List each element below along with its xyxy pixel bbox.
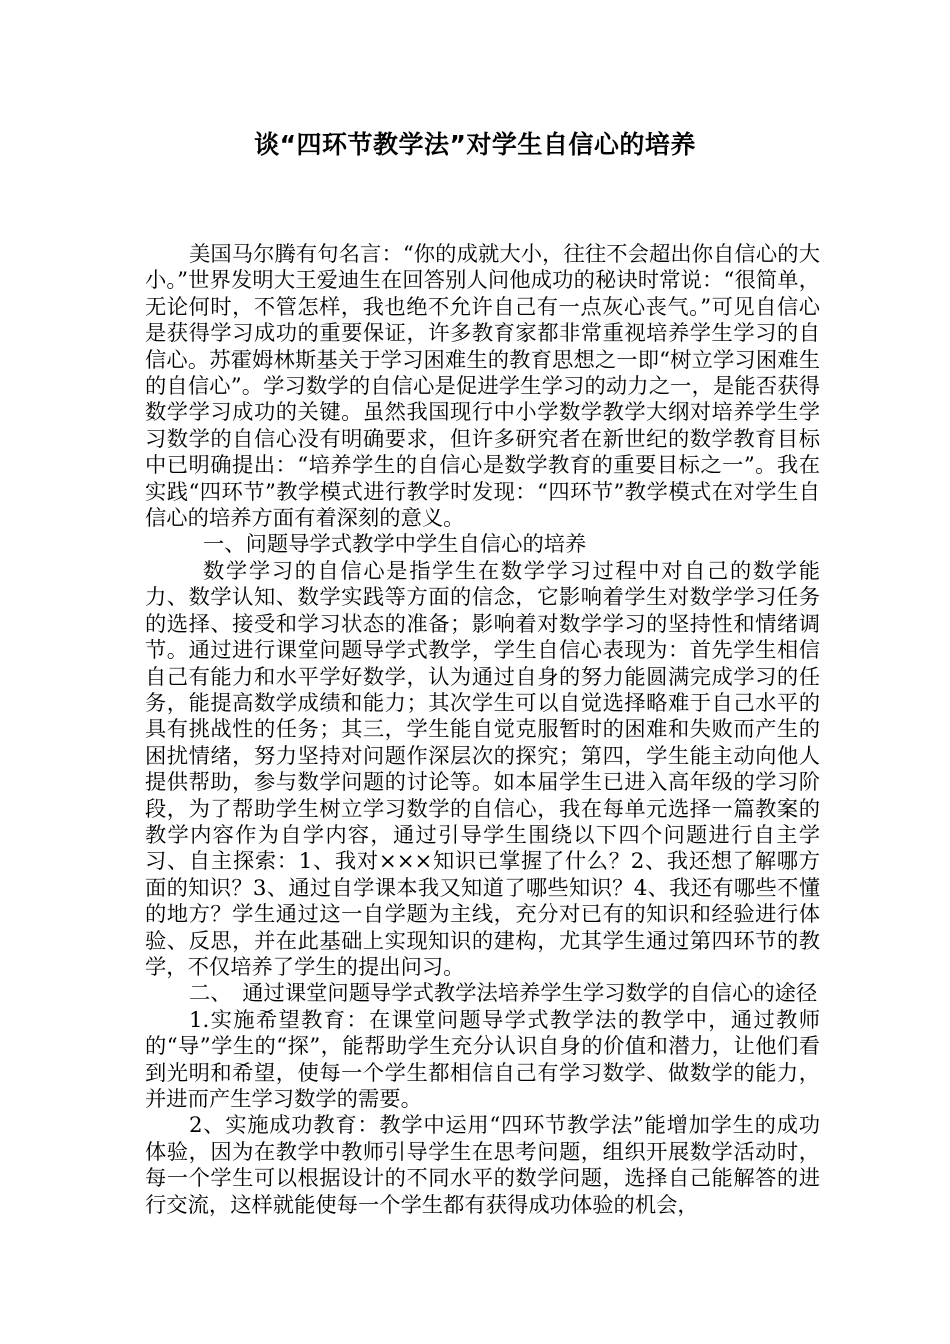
paragraph-section-1: 数学学习的自信心是指学生在数学学习过程中对自己的数学能力、数学认知、数学实践等方面的信念，它影响着学生对数学学习任务的选择、接受和学习状态的准备；影响着对数学学习的坚持性和情绪调节。通过进行课堂问题导学式教学，学生自信心表现为：首先学生相信自己有能力和水平学好数学，认为通过自身的努力能圆满完成学习的任务，能提高数学成绩和能力；其次学生可以自觉选择略难于自己水平的具有挑战性的任务；其三，学生能自觉克服暂时的困难和失败而产生的困扰情绪，努力坚持对问题作深层次的探究；第四，学生能主动向他人提供帮助，参与数学问题的讨论等。如本届学生已进入高年级的学习阶段，为了帮助学生树立学习数学的自信心，我在每单元选择一篇教案的教学内容作为自学内容，通过引导学生围绕以下四个问题进行自主学习、自主探索：1、我对×××知识已掌握了什么？2、我还想了解哪方面的知识？3、通过自学课本我又知道了哪些知识？4、我还有哪些不懂的地方？学生通过这一自学题为主线，充分对已有的知识和经验进行体验、反思，并在此基础上实现知识的建构，尤其学生通过第四环节的教学，不仅培养了学生的提出问习。 [145, 558, 820, 980]
section-heading-1: 一、问题导学式教学中学生自信心的培养 [203, 532, 587, 558]
paragraph-intro: 美国马尔腾有句名言：“你的成就大小，往往不会超出你自信心的大小。”世界发明大王爱迪生在回答别人问他成功的秘诀时常说：“很简单，无论何时，不管怎样，我也绝不允许自己有一点灰心丧气。”可见自信心是获得学习成功的重要保证，许多教育家都非常重视培养学生学习的自信心。苏霍姆林斯基关于学习困难生的教育思想之一即“树立学习困难生的自信心”。学习数学的自信心是促进学生学习的动力之一，是能否获得数学学习成功的关键。虽然我国现行中小学数学教学大纲对培养学生学习数学的自信心没有明确要求，但许多研究者在新世纪的数学教育目标中已明确提出：“培养学生的自信心是数学教育的重要目标之一”。我在实践“四环节”教学模式进行教学时发现：“四环节”教学模式在对学生自信心的培养方面有着深刻的意义。 [145, 242, 820, 532]
document-body [145, 242, 820, 1219]
document-title: 谈“四环节教学法”对学生自信心的培养 [254, 130, 696, 159]
section-heading-2: 二、 通过课堂问题导学式教学法培养学生学习数学的自信心的途径 [189, 981, 818, 1007]
paragraph-success-education: 2、实施成功教育：教学中运用“四环节教学法”能增加学生的成功体验，因为在教学中教师引导学生在思考问题，组织开展数学活动时，每一个学生可以根据设计的不同水平的数学问题，选择自己能解答的进行交流，这样就能使每一个学生都有获得成功体验的机会， [145, 1113, 820, 1218]
paragraph-hope-education: 1.实施希望教育：在课堂问题导学式教学法的教学中，通过教师的“导”学生的“探”，能帮助学生充分认识自身的价值和潜力，让他们看到光明和希望，使每一个学生都相信自己有学习数学、做数学的能力，并进而产生学习数学的需要。 [145, 1007, 820, 1112]
